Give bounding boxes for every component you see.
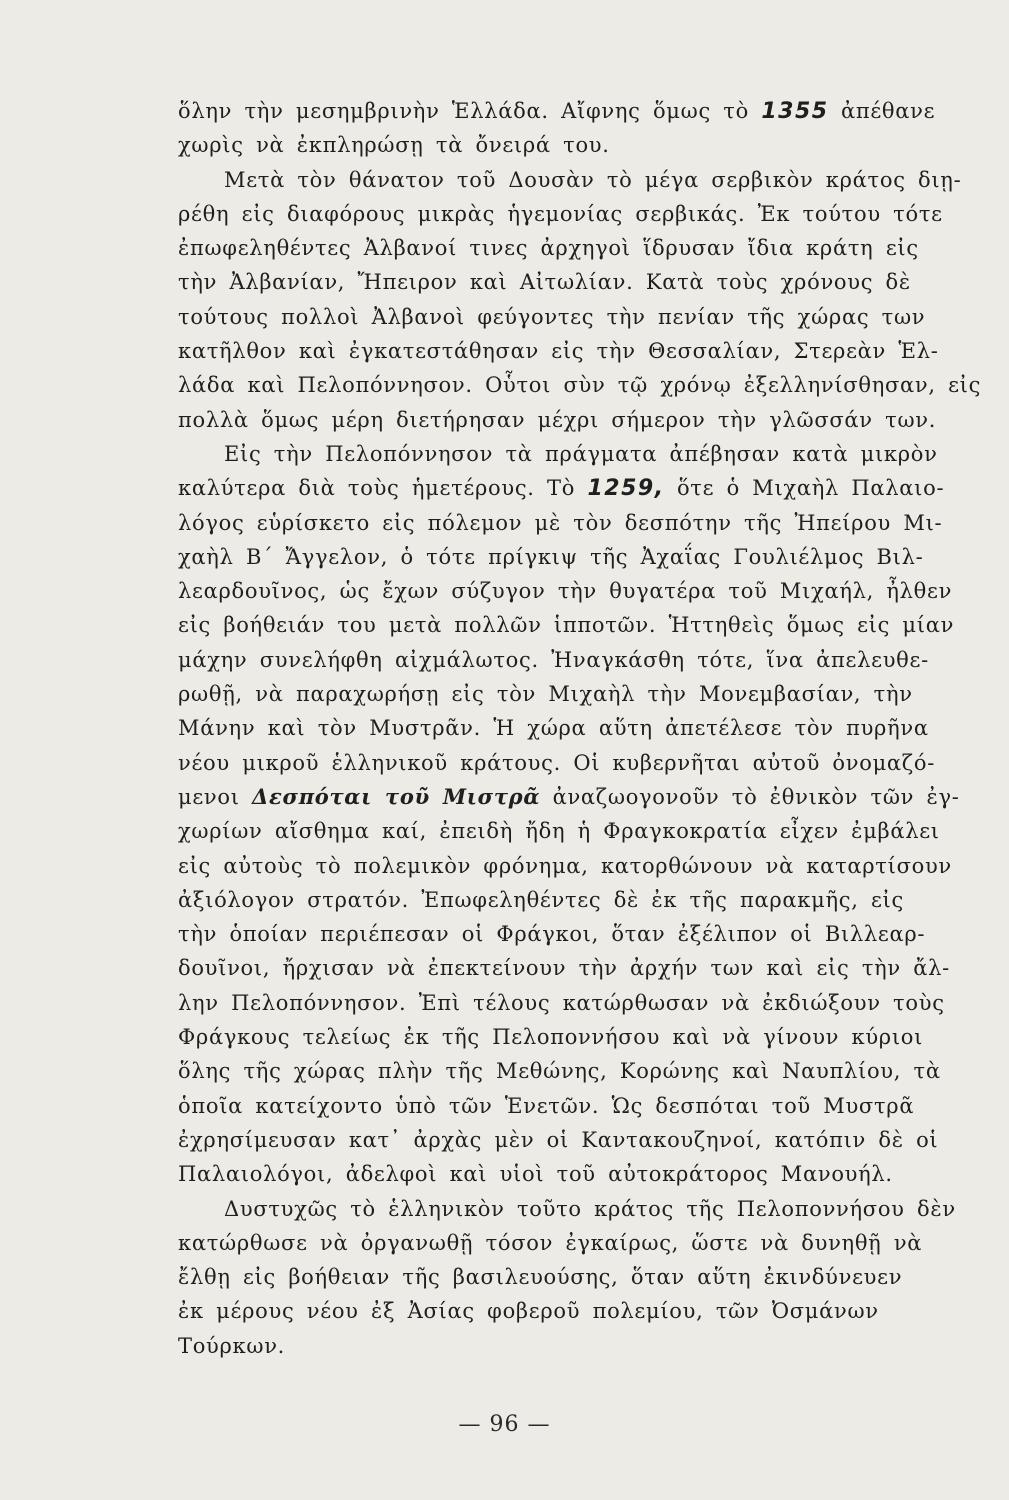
text-line bbox=[178, 746, 993, 780]
text-line bbox=[178, 300, 993, 334]
line-text: εἰς αὐτοὺς τὸ πολεμικὸν φρόνημα, κατορθώνουν νὰ καταρτίσουν bbox=[178, 853, 952, 878]
text-line bbox=[178, 883, 993, 917]
line-text: Εἰς τὴν Πελοπόννησον τὰ πράγματα ἀπέβησαν κατὰ μικρὸν bbox=[224, 441, 938, 466]
line-text: λεαρδουῖνος, ὡς ἔχων σύζυγον τὴν θυγατέρα τοῦ Μιχαήλ, ἦλθεν bbox=[178, 579, 953, 604]
text-line bbox=[178, 163, 993, 197]
line-text: ἀξιόλογον στρατόν. Ἐπωφεληθέντες δὲ ἐκ τῆς παρακμῆς, εἰς bbox=[178, 887, 904, 912]
text-line bbox=[178, 197, 993, 231]
line-text: Παλαιολόγοι, ἀδελφοὶ καὶ υἱοὶ τοῦ αὐτοκράτορος Μανουήλ. bbox=[178, 1162, 893, 1187]
text-line bbox=[178, 368, 993, 402]
emphasized-title: Δεσπόται τοῦ Μιστρᾶ bbox=[252, 783, 541, 809]
line-text-after: ἀναζωογονοῦν τὸ ἐθνικὸν τῶν ἐγ- bbox=[540, 784, 960, 809]
text-line bbox=[178, 643, 993, 677]
line-text: λάδα καὶ Πελοπόννησον. Οὗτοι σὺν τῷ χρόνῳ ἐξελληνίσθησαν, εἰς bbox=[178, 373, 982, 398]
text-line bbox=[178, 437, 993, 471]
line-text-after: ὅτε ὁ Μιχαὴλ Παλαιο- bbox=[664, 476, 945, 501]
line-text: μάχην συνελήφθη αἰχμάλωτος. Ἠναγκάσθη τότε, ἵνα ἀπελευθε- bbox=[178, 647, 929, 672]
text-line bbox=[178, 849, 993, 883]
body-text bbox=[178, 94, 993, 1363]
line-text: δουῖνοι, ἤρχισαν νὰ ἐπεκτείνουν τὴν ἀρχήν των καὶ εἰς τὴν ἄλ- bbox=[178, 956, 950, 981]
text-line bbox=[178, 1020, 993, 1054]
line-text: ἔλθῃ εἰς βοήθειαν τῆς βασιλευούσης, ὅταν αὕτη ἐκινδύνευεν bbox=[178, 1265, 903, 1290]
line-text: ὁποῖα κατείχοντο ὑπὸ τῶν Ἑνετῶν. Ὡς δεσπόται τοῦ Μυστρᾶ bbox=[178, 1093, 915, 1118]
text-line bbox=[178, 94, 993, 128]
line-text: ὅλην τὴν μεσημβρινὴν Ἑλλάδα. Αἴφνης ὅμως τὸ bbox=[178, 99, 762, 123]
text-line bbox=[178, 1294, 993, 1328]
text-line bbox=[178, 265, 993, 299]
text-line bbox=[178, 574, 993, 608]
text-line bbox=[178, 1089, 993, 1123]
text-line bbox=[178, 1054, 993, 1088]
line-text: λην Πελοπόννησον. Ἐπὶ τέλους κατώρθωσαν νὰ ἐκδιώξουν τοὺς bbox=[178, 990, 945, 1015]
text-line bbox=[178, 917, 993, 951]
text-line bbox=[178, 471, 993, 505]
text-line bbox=[178, 231, 993, 265]
text-line bbox=[178, 608, 993, 642]
text-line bbox=[178, 677, 993, 711]
line-text: τούτους πολλοὶ Ἀλβανοὶ φεύγοντες τὴν πενίαν τῆς χώρας των bbox=[178, 304, 926, 329]
text-line bbox=[178, 1260, 993, 1294]
line-text: μενοι bbox=[178, 784, 253, 809]
text-line bbox=[178, 128, 993, 162]
line-text: τὴν Ἀλβανίαν, Ἤπειρον καὶ Αἰτωλίαν. Κατὰ τοὺς χρόνους δὲ bbox=[178, 270, 911, 295]
line-text: πολλὰ ὅμως μέρη διετήρησαν μέχρι σήμερον τὴν γλῶσσάν των. bbox=[178, 407, 937, 432]
line-text: χωρὶς νὰ ἐκπληρώσῃ τὰ ὄνειρά του. bbox=[178, 133, 610, 158]
line-text: Τούρκων. bbox=[178, 1333, 286, 1358]
line-text: Μετὰ τὸν θάνατον τοῦ Δουσὰν τὸ μέγα σερβικὸν κράτος διῃ- bbox=[224, 167, 962, 192]
text-line bbox=[178, 506, 993, 540]
line-text: καλύτερα διὰ τοὺς ἡμετέρους. Τὸ bbox=[178, 476, 588, 501]
text-line bbox=[178, 814, 993, 848]
line-text-after: ἀπέθανε bbox=[828, 99, 936, 123]
line-text: Φράγκους τελείως ἐκ τῆς Πελοποννήσου καὶ νὰ γίνουν κύριοι bbox=[178, 1025, 924, 1050]
line-text: ἐπωφεληθέντες Ἀλβανοί τινες ἀρχηγοὶ ἵδρυσαν ἴδια κράτη εἰς bbox=[178, 236, 919, 261]
line-text: λόγος εὑρίσκετο εἰς πόλεμον μὲ τὸν δεσπότην τῆς Ἠπείρου Μι- bbox=[178, 510, 943, 535]
page-number: — 96 — bbox=[458, 1412, 551, 1437]
line-text: ἐκ μέρους νέου ἐξ Ἀσίας φοβεροῦ πολεμίου, τῶν Ὀσμάνων bbox=[178, 1299, 879, 1324]
line-text: ἐχρησίμευσαν κατ᾽ ἀρχὰς μὲν οἱ Καντακουζηνοί, κατόπιν δὲ οἱ bbox=[178, 1127, 939, 1152]
line-text: νέου μικροῦ ἑλληνικοῦ κράτους. Οἱ κυβερνῆται αὐτοῦ ὀνομαζό- bbox=[178, 750, 936, 775]
line-text: χαὴλ Β΄ Ἄγγελον, ὁ τότε πρίγκιψ τῆς Ἀχαΐας Γουλιέλμος Βιλ- bbox=[178, 544, 924, 569]
line-text: τὴν ὁποίαν περιέπεσαν οἱ Φράγκοι, ὅταν ἐξέλιπον οἱ Βιλλεαρ- bbox=[178, 922, 926, 947]
line-text: εἰς βοήθειάν του μετὰ πολλῶν ἱπποτῶν. Ἡττηθεὶς ὅμως εἰς μίαν bbox=[178, 613, 955, 638]
text-line bbox=[178, 334, 993, 368]
text-line bbox=[178, 1329, 993, 1363]
text-line bbox=[178, 780, 993, 814]
line-text: χωρίων αἴσθημα καί, ἐπειδὴ ἤδη ἡ Φραγκοκρατία εἶχεν ἐμβάλει bbox=[178, 819, 940, 844]
text-line bbox=[178, 403, 993, 437]
year-number: 1355 bbox=[761, 99, 829, 124]
text-line bbox=[178, 1123, 993, 1157]
line-text: ὅλης τῆς χώρας πλὴν τῆς Μεθώνης, Κορώνης καὶ Ναυπλίου, τὰ bbox=[178, 1059, 941, 1084]
text-line bbox=[178, 951, 993, 985]
line-text: κατῆλθον καὶ ἐγκατεστάθησαν εἰς τὴν Θεσσαλίαν, Στερεὰν Ἑλ- bbox=[178, 339, 939, 364]
line-text: Δυστυχῶς τὸ ἑλληνικὸν τοῦτο κράτος τῆς Πελοποννήσου δὲν bbox=[224, 1196, 956, 1221]
text-line bbox=[178, 1226, 993, 1260]
text-line bbox=[178, 1192, 993, 1226]
line-text: ρωθῇ, νὰ παραχωρήσῃ εἰς τὸν Μιχαὴλ τὴν Μονεμβασίαν, τὴν bbox=[178, 682, 913, 707]
year-number: 1259, bbox=[587, 476, 665, 502]
line-text: ρέθη εἰς διαφόρους μικρὰς ἡγεμονίας σερβικάς. Ἐκ τούτου τότε bbox=[178, 201, 943, 226]
text-line bbox=[178, 540, 993, 574]
line-text: κατώρθωσε νὰ ὀργανωθῇ τόσον ἐγκαίρως, ὥστε νὰ δυνηθῇ νὰ bbox=[178, 1230, 923, 1255]
text-line bbox=[178, 1157, 993, 1191]
line-text: Μάνην καὶ τὸν Μυστρᾶν. Ἡ χώρα αὕτη ἀπετέλεσε τὸν πυρῆνα bbox=[178, 716, 929, 741]
text-line bbox=[178, 711, 993, 745]
text-line bbox=[178, 986, 993, 1020]
